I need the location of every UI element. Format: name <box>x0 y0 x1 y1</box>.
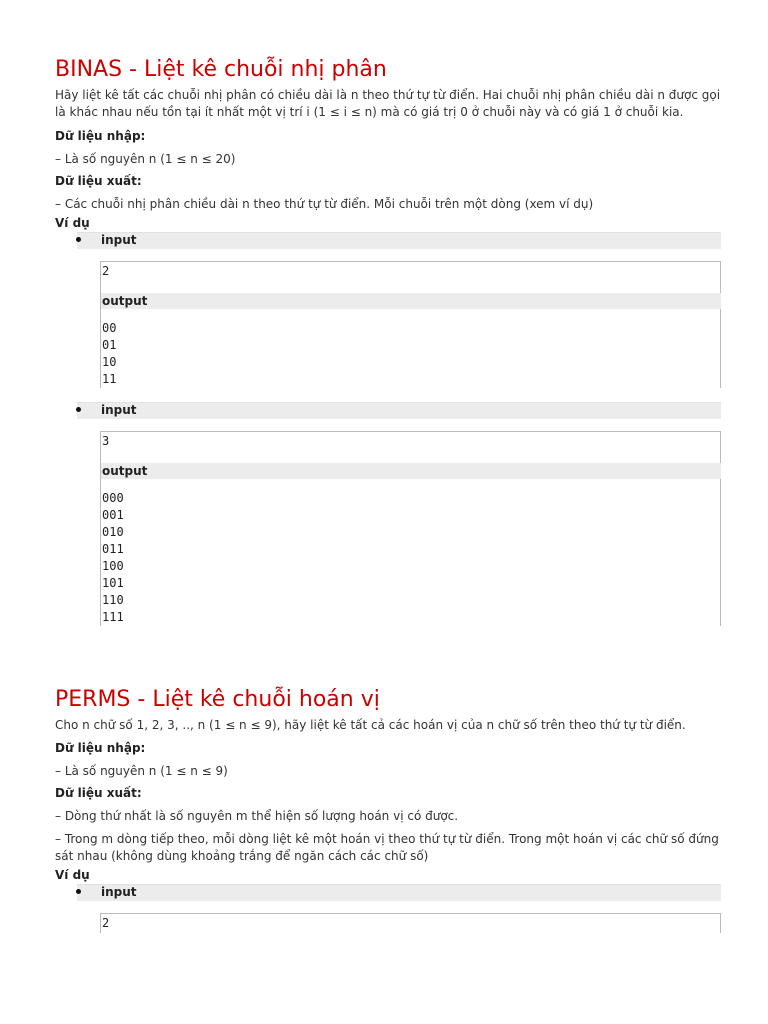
output-line: 10 <box>102 355 117 369</box>
example-input-value: 3 <box>102 434 110 448</box>
output-header-label: output <box>102 464 148 478</box>
example-input-header <box>77 232 721 249</box>
example-code-box <box>100 261 721 388</box>
output-line: 011 <box>102 542 124 556</box>
output-line: 00 <box>102 321 117 335</box>
perms-description: Cho n chữ số 1, 2, 3, .., n (1 ≤ n ≤ 9), hãy liệt kê tất cả các hoán vị của n chữ số trên theo thứ tự từ điển. <box>55 718 686 732</box>
perms-output-text-1: – Dòng thứ nhất là số nguyên m thể hiện số lượng hoán vị có được. <box>55 809 459 823</box>
example-output-header <box>101 463 721 479</box>
output-line: 101 <box>102 576 124 590</box>
binas-example-label: Ví dụ <box>55 216 90 230</box>
example-output-header <box>101 293 721 309</box>
output-line: 100 <box>102 559 124 573</box>
output-header-label: output <box>102 294 148 308</box>
binas-description: Hãy liệt kê tất các chuỗi nhị phân có chiều dài là n theo thứ tự từ điển. Hai chuỗi nhị phân chiều dài n được gọi là khác nhau nếu tồn tại ít nhất một vị trí i (1 ≤ i ≤ n) mà có giá trị 0 ở chuỗi này và có giá 1 ở chuỗi kia. <box>55 88 721 119</box>
example-input-header <box>77 402 721 419</box>
perms-input-label: Dữ liệu nhập: <box>55 741 146 755</box>
example-output-lines <box>101 320 720 388</box>
input-header-label: input <box>101 233 137 247</box>
bullet-icon <box>76 889 81 894</box>
example-code-box <box>100 431 721 626</box>
example-input-header <box>77 884 721 901</box>
bullet-icon <box>76 237 81 242</box>
output-line: 01 <box>102 338 117 352</box>
output-line: 001 <box>102 508 124 522</box>
input-header-label: input <box>101 403 137 417</box>
perms-title: PERMS - Liệt kê chuỗi hoán vị <box>55 687 380 712</box>
example-output-lines <box>101 490 720 626</box>
output-line: 111 <box>102 610 124 624</box>
example-input-value: 2 <box>102 264 110 278</box>
binas-input-label: Dữ liệu nhập: <box>55 129 146 143</box>
output-line: 110 <box>102 593 124 607</box>
output-line: 11 <box>102 372 117 386</box>
perms-example-label: Ví dụ <box>55 868 90 882</box>
example-code-box <box>100 913 721 933</box>
input-header-label: input <box>101 885 137 899</box>
binas-example-1 <box>55 232 721 388</box>
perms-input-text: – Là số nguyên n (1 ≤ n ≤ 9) <box>55 764 228 778</box>
binas-input-text: – Là số nguyên n (1 ≤ n ≤ 20) <box>55 152 236 166</box>
output-line: 000 <box>102 491 124 505</box>
output-line: 010 <box>102 525 124 539</box>
binas-example-2 <box>55 402 721 626</box>
binas-title: BINAS - Liệt kê chuỗi nhị phân <box>55 57 387 82</box>
perms-output-text-2: – Trong m dòng tiếp theo, mỗi dòng liệt kê một hoán vị theo thứ tự từ điển. Trong một hoán vị các chữ số đứng sát nhau (không dùng khoảng trắng để ngăn cách các chữ số) <box>55 832 719 863</box>
binas-output-text: – Các chuỗi nhị phân chiều dài n theo thứ tự từ điển. Mỗi chuỗi trên một dòng (xem ví dụ) <box>55 197 594 211</box>
bullet-icon <box>76 407 81 412</box>
binas-section <box>55 56 721 626</box>
perms-output-label: Dữ liệu xuất: <box>55 786 142 800</box>
perms-section <box>55 686 721 933</box>
binas-output-label: Dữ liệu xuất: <box>55 174 142 188</box>
example-input-value: 2 <box>102 916 110 930</box>
perms-example-1 <box>55 884 721 933</box>
